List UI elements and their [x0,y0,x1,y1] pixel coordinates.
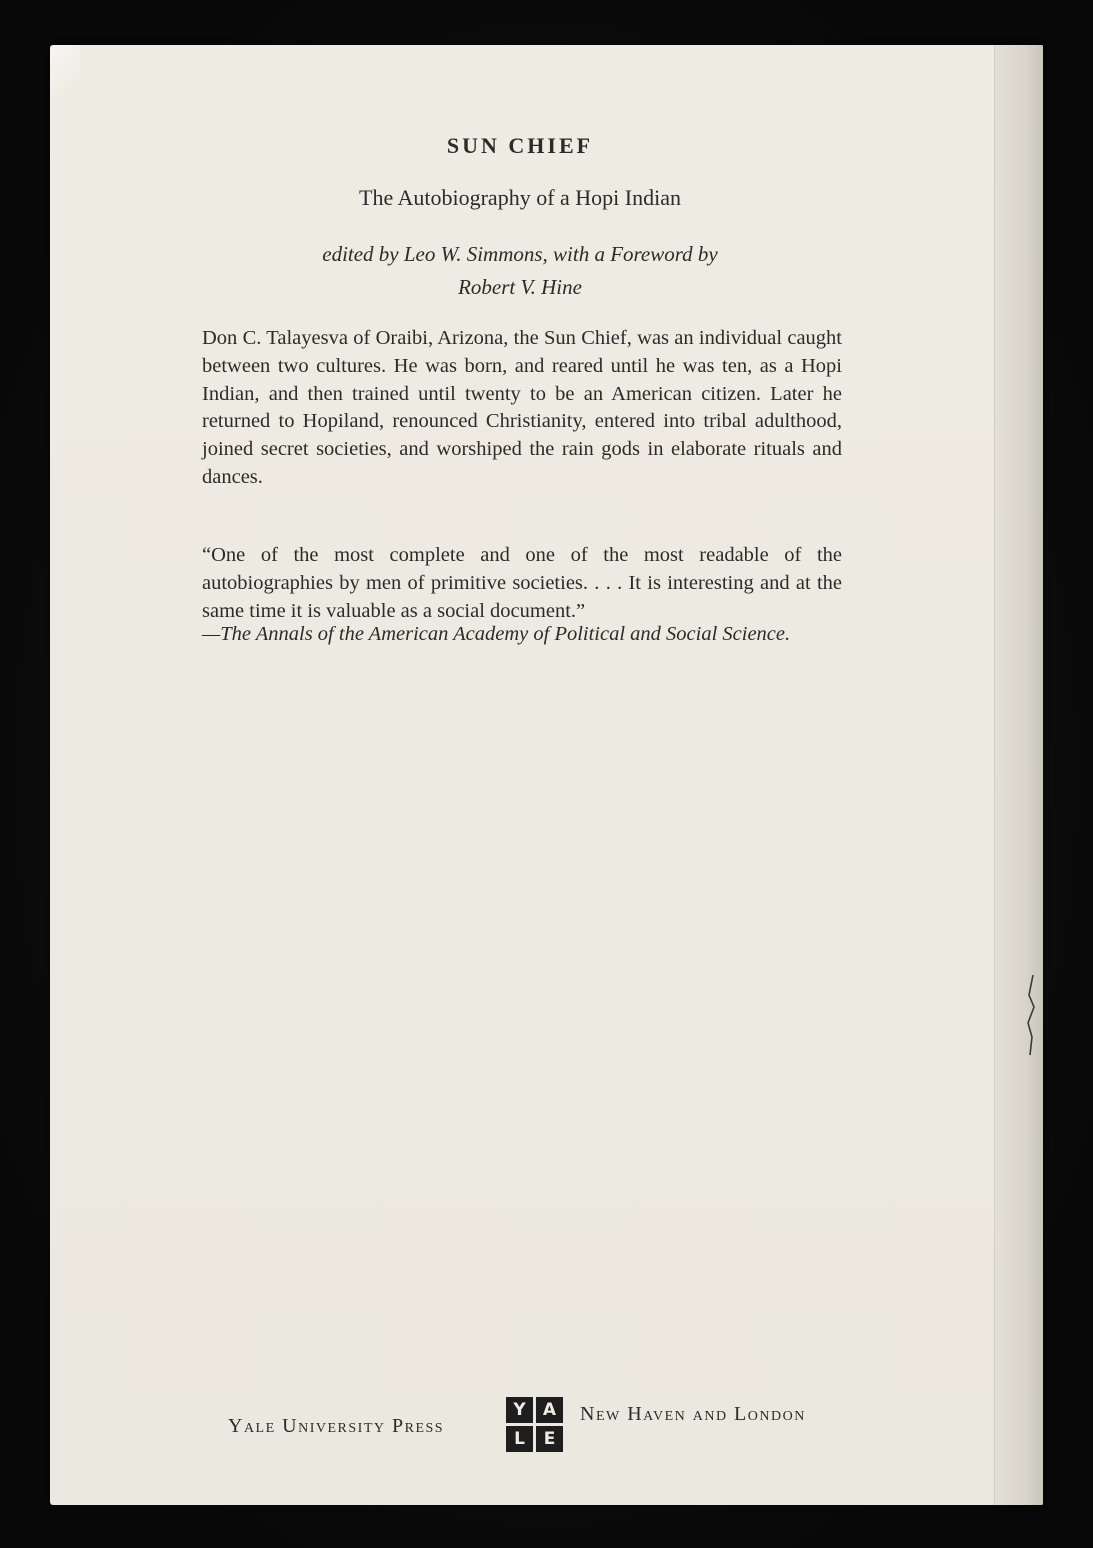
jacket-tear-mark [1025,975,1037,1055]
publisher-name: Yale University Press [228,1415,445,1437]
book-subtitle: The Autobiography of a Hopi Indian [359,185,681,210]
book-title: SUN CHIEF [446,133,594,158]
book-description: Don C. Talayesva of Oraibi, Arizona, the Sun Chief, was an individual caught between two cultures. He was born, and reared until he was ten, as a Hopi Indian, and then trained until twenty to be an American citizen. Later he returned to Hopiland, renounced Christianity, entered into tribal adulthood, joined secret societies, and worshiped the rain gods in elaborate rituals and dances. [202,327,842,488]
yale-press-logo [506,1397,564,1453]
editor-credits [50,238,990,304]
publisher-location: New Haven and London [580,1403,806,1425]
logo-letter: E [536,1426,563,1452]
editor-credit-line: edited by Leo W. Simmons, with a Foreword by [322,242,718,266]
review-source: —The Annals of the American Academy of Political and Social Science. [202,623,791,645]
dust-jacket-spine-edge [994,45,1043,1505]
foreword-credit-line: Robert V. Hine [458,275,582,299]
logo-letter: A [536,1397,563,1423]
book-back-cover [50,45,1043,1505]
logo-letter: L [506,1426,533,1452]
logo-letter: Y [506,1397,533,1423]
review-quote: “One of the most complete and one of the most readable of the autobiographies by men of primitive societies. . . . It is interesting and at the same time it is valuable as a social document.” [202,544,842,622]
publisher-imprint [50,1395,990,1455]
cover-content [50,45,990,1505]
